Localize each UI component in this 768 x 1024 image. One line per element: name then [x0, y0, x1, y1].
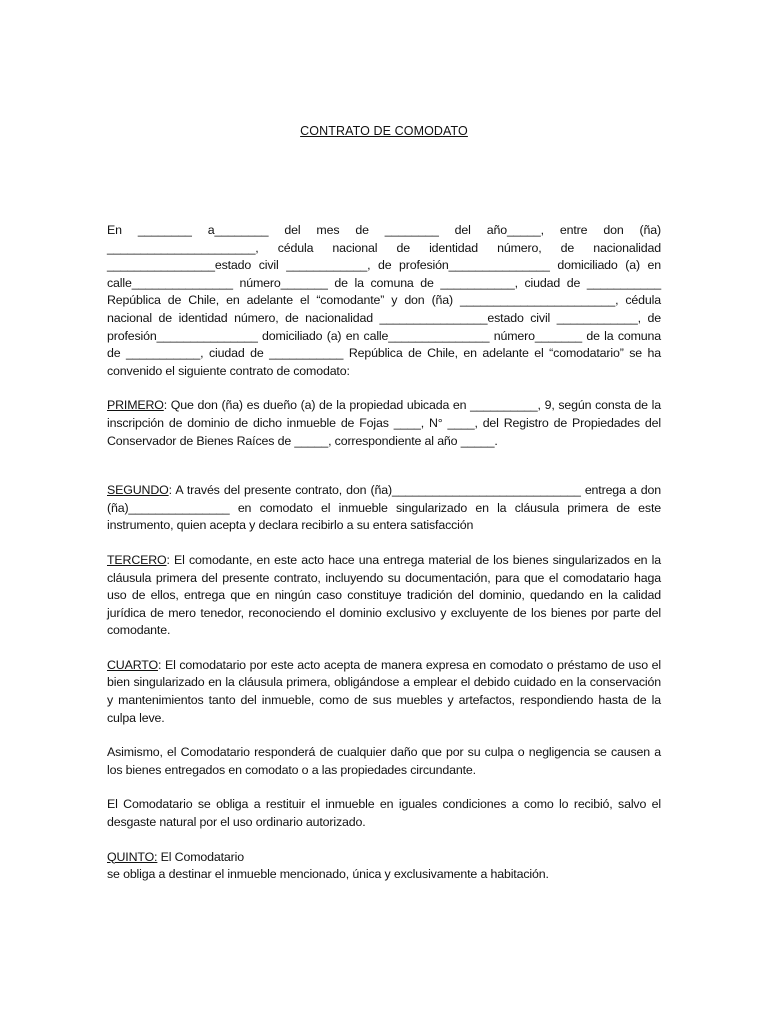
clause-cuarto [107, 657, 661, 727]
asimismo-paragraph: Asimismo, el Comodatario responderá de cualquier daño que por su culpa o negligencia se causen a los bienes entregados en comodato o a las propiedades circundante. [107, 745, 661, 777]
intro-paragraph: En ________ a________ del mes de ________ del año_____, entre don (ña) ______________________, cédula nacional de identidad número, de nacionalidad ________________estado civil ____________, de profesión_______________ domiciliado (a) en calle_______________ número_______ de la comuna de ___________, ciudad de ___________ República de Chile, en adelante el “comodante” y don (ña) _______________________, cédula nacional de identidad número, de nacionalidad ________________estado civil ____________, de profesión_______________ domiciliado (a) en calle_______________ número_______ de la comuna de ___________, ciudad de ___________ República de Chile, en adelante el “comodatario” se ha convenido el siguiente contrato de comodato: [107, 223, 661, 378]
clause-segundo-text: : A través del presente contrato, don (ña)____________________________ entrega a don (ña)_______________ en comodato el inmueble singularizado en la cláusula primera de este instrumento, quien acepta y declara recibirlo a su entera satisfacción [107, 483, 661, 533]
clause-tercero-text: : El comodante, en este acto hace una entrega material de los bienes singularizados en la cláusula primera del presente contrato, incluyendo su documentación, para que el comodatario haga uso de ellos, entrega que en ningún caso constituye tradición del dominio, quedando en la calidad jurídica de mero tenedor, reconociendo el dominio exclusivo y excluyente de los bienes por parte del comodante. [107, 552, 661, 638]
clause-primero-label: PRIMERO [107, 398, 164, 413]
clause-primero [107, 397, 661, 450]
clause-tercero-label: TERCERO [107, 552, 167, 567]
document-body [107, 222, 661, 884]
clause-quinto [107, 849, 661, 884]
clause-quinto-line2: se obliga a destinar el inmueble mencionado, única y exclusivamente a habitación. [107, 867, 549, 882]
document-title: CONTRATO DE COMODATO [300, 124, 468, 138]
clause-primero-text: : Que don (ña) es dueño (a) de la propiedad ubicada en __________, 9, según consta de la inscripción de dominio de dicho inmueble de Fojas ____, N° ____, del Registro de Propiedades del Conservador de Bienes Raíces de _____, correspondiente al año _____. [107, 398, 661, 448]
clause-cuarto-text: : El comodatario por este acto acepta de manera expresa en comodato o préstamo de uso el bien singularizado en la cláusula primera, obligándose a emplear el debido cuidado en la conservación y mantenimientos tanto del inmueble, como de sus muebles y artefactos, respondiendo hasta de la culpa leve. [107, 657, 661, 725]
clause-tercero [107, 552, 661, 640]
restituir-paragraph: El Comodatario se obliga a restituir el inmueble en iguales condiciones a como lo recibió, salvo el desgaste natural por el uso ordinario autorizado. [107, 797, 661, 830]
clause-cuarto-label: CUARTO [107, 657, 158, 672]
clause-quinto-label: QUINTO: [107, 849, 158, 864]
clause-quinto-text: El Comodatario [157, 849, 244, 864]
clause-segundo-label: SEGUNDO [107, 483, 169, 498]
clause-segundo [107, 482, 661, 535]
